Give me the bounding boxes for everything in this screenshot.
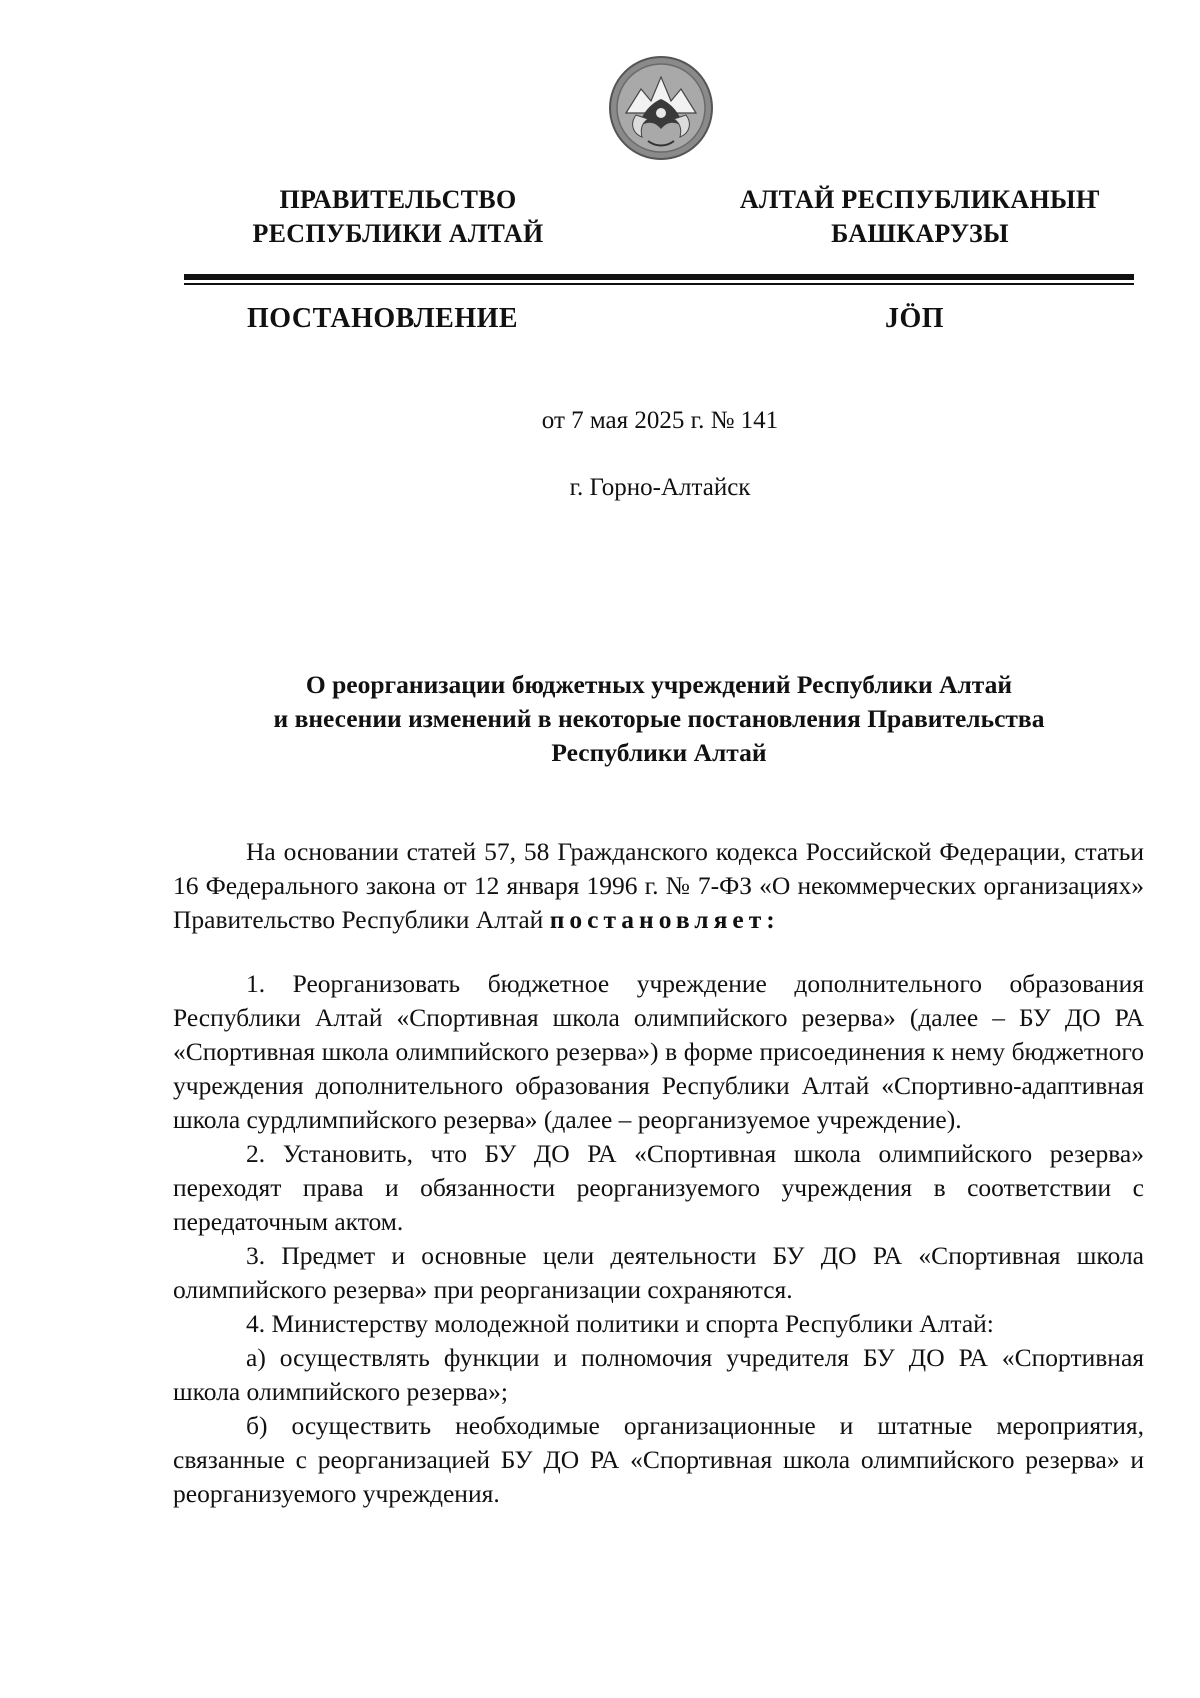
document-title-line2: и внесении изменений в некоторые постановления Правительства	[273, 704, 1045, 733]
document-title	[184, 668, 1134, 770]
org-name-altai	[725, 183, 1115, 251]
doc-type-altai: JӦП	[885, 303, 945, 334]
org-name-russian-line2: РЕСПУБЛИКИ АЛТАЙ	[252, 219, 544, 248]
clause-4a: а) осуществлять функции и полномочия учредителя БУ ДО РА «Спортивная школа олимпийского резерва»;	[173, 1343, 1144, 1406]
clause-2: 2. Установить, что БУ ДО РА «Спортивная школа олимпийского резерва» переходят права и обязанности реорганизуемого учреждения в соответствии с передаточным актом.	[173, 1139, 1144, 1236]
clause-4: 4. Министерству молодежной политики и спорта Республики Алтай:	[246, 1309, 994, 1338]
resolves-keyword: постановляет:	[549, 905, 780, 934]
header-divider-thin	[184, 283, 1134, 285]
coat-of-arms-emblem	[608, 55, 714, 161]
org-name-russian	[228, 183, 568, 251]
document-body	[173, 835, 1144, 1511]
doc-type-russian: ПОСТАНОВЛЕНИЕ	[247, 303, 519, 334]
document-city: г. Горно-Алтайск	[569, 474, 751, 501]
preamble-text: На основании статей 57, 58 Гражданского кодекса Российской Федерации, статьи 16 Федерального закона от 12 января 1996 г. № 7-ФЗ «О некоммерческих организациях» Правительство Республики Алтай	[173, 837, 1144, 934]
clause-1: 1. Реорганизовать бюджетное учреждение дополнительного образования Республики Алтай «Спортивная школа олимпийского резерва» (далее – БУ ДО РА «Спортивная школа олимпийского резерва») в форме присоединения к нему бюджетного учреждения дополнительного образования Республики Алтай «Спортивно-адаптивная школа сурдлимпийского резерва» (далее – реорганизуемое учреждение).	[173, 969, 1144, 1134]
document-title-line1: О реорганизации бюджетных учреждений Республики Алтай	[305, 670, 1013, 699]
document-title-line3: Республики Алтай	[551, 738, 767, 767]
clause-4b: б) осуществить необходимые организационные и штатные мероприятия, связанные с реорганизацией БУ ДО РА «Спортивная школа олимпийского резерва» и реорганизуемого учреждения.	[173, 1411, 1144, 1508]
preamble-paragraph	[173, 835, 1144, 937]
header-divider-thick	[184, 274, 1134, 280]
document-date-number: от 7 мая 2025 г. № 141	[541, 407, 779, 434]
org-name-altai-line1: АЛТАЙ РЕСПУБЛИКАНЫҤ	[739, 185, 1101, 214]
org-name-altai-line2: БАШКАРУЗЫ	[831, 219, 1009, 248]
clause-3: 3. Предмет и основные цели деятельности БУ ДО РА «Спортивная школа олимпийского резерва» при реорганизации сохраняются.	[173, 1241, 1144, 1304]
org-name-russian-line1: ПРАВИТЕЛЬСТВО	[279, 185, 517, 214]
